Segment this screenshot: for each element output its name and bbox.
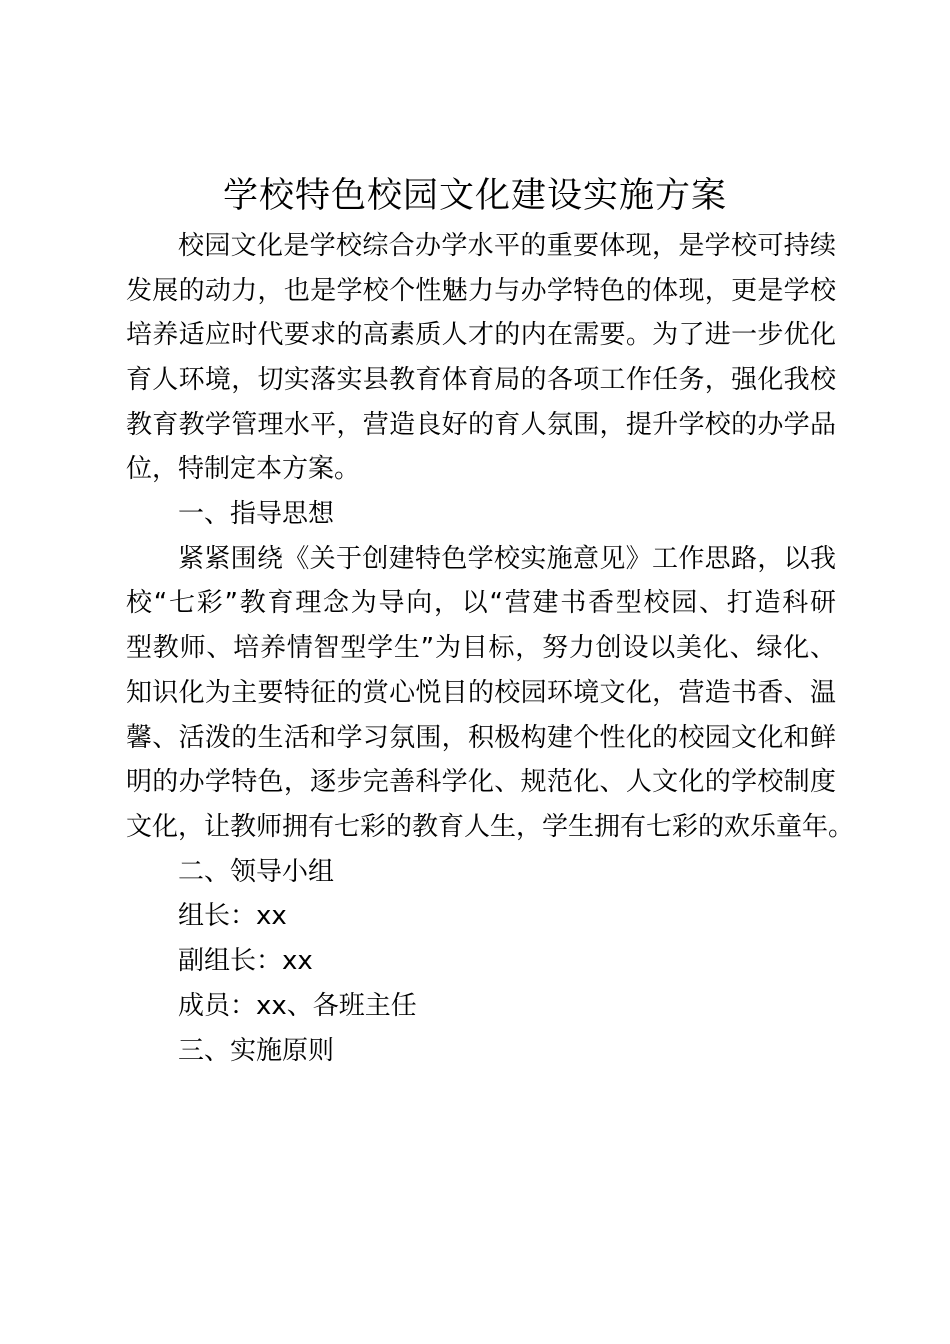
leader-line: 组长：xx bbox=[178, 901, 287, 931]
section1-line-4: 知识化为主要特征的赏心悦目的校园环境文化，营造书香、温 bbox=[126, 678, 836, 708]
intro-line-6: 位，特制定本方案。 bbox=[126, 454, 361, 484]
section-heading-guiding-ideology: 一、指导思想 bbox=[178, 499, 335, 529]
intro-line-1: 校园文化是学校综合办学水平的重要体现，是学校可持续 bbox=[178, 231, 836, 261]
section1-line-2: 校“七彩”教育理念为导向，以“营建书香型校园、打造科研 bbox=[126, 588, 836, 618]
deputy-leader-line: 副组长：xx bbox=[178, 946, 313, 976]
section1-line-7: 文化，让教师拥有七彩的教育人生，学生拥有七彩的欢乐童年。 bbox=[126, 812, 855, 842]
section-heading-implementation-principles: 三、实施原则 bbox=[178, 1036, 335, 1066]
intro-line-5: 教育教学管理水平，营造良好的育人氛围，提升学校的办学品 bbox=[126, 410, 836, 440]
members-line: 成员：xx、各班主任 bbox=[178, 991, 417, 1021]
section1-line-1: 紧紧围绕《关于创建特色学校实施意见》工作思路，以我 bbox=[178, 544, 836, 574]
intro-line-4: 育人环境，切实落实县教育体育局的各项工作任务，强化我校 bbox=[126, 365, 836, 395]
section1-line-3: 型教师、培养情智型学生”为目标，努力创设以美化、绿化、 bbox=[126, 633, 836, 663]
intro-line-2: 发展的动力，也是学校个性魅力与办学特色的体现，更是学校 bbox=[126, 276, 836, 306]
section-heading-leadership-group: 二、领导小组 bbox=[178, 857, 335, 887]
intro-line-3: 培养适应时代要求的高素质人才的内在需要。为了进一步优化 bbox=[126, 320, 836, 350]
document-title: 学校特色校园文化建设实施方案 bbox=[222, 176, 727, 216]
section1-line-6: 明的办学特色，逐步完善科学化、规范化、人文化的学校制度 bbox=[126, 767, 836, 797]
section1-line-5: 馨、活泼的生活和学习氛围，积极构建个性化的校园文化和鲜 bbox=[126, 723, 836, 753]
